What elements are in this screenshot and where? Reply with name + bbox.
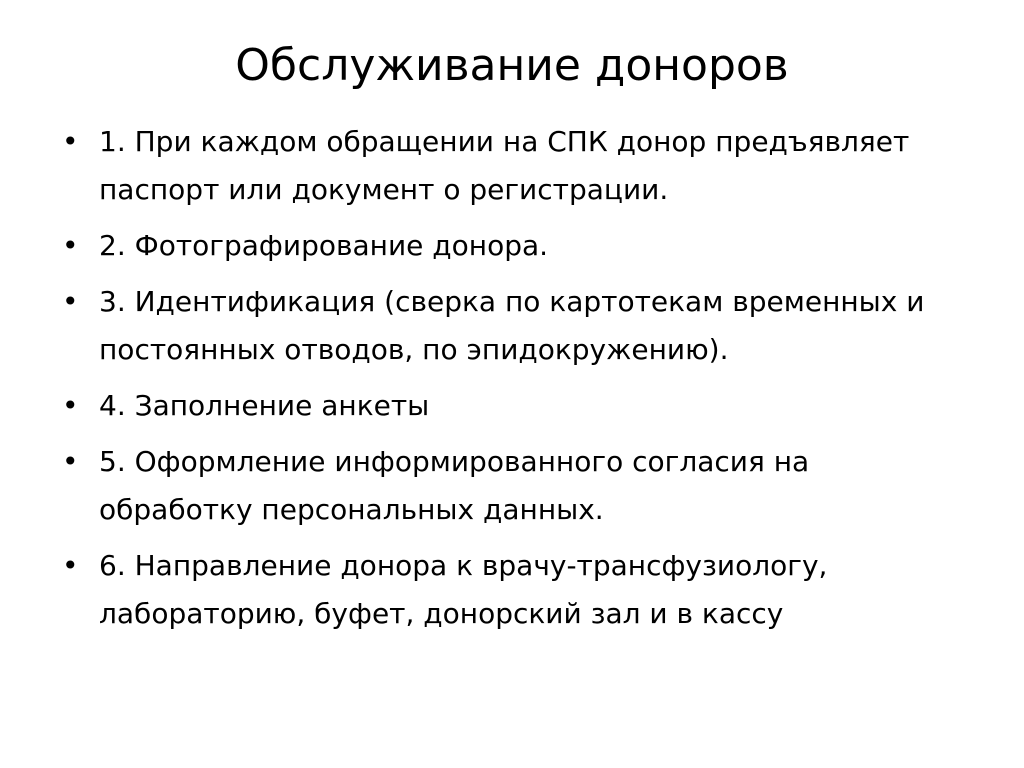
bullet-icon: • (62, 389, 79, 422)
bullet-list (62, 118, 962, 646)
bullet-icon: • (62, 549, 79, 582)
list-item (62, 438, 962, 534)
list-item-text: 2. Фотографирование донора. (99, 229, 549, 262)
list-item (62, 382, 962, 430)
list-item (62, 118, 962, 214)
bullet-icon: • (62, 229, 79, 262)
bullet-icon: • (62, 445, 79, 478)
list-item (62, 542, 962, 638)
bullet-icon: • (62, 285, 79, 318)
list-item-text: 6. Направление донора к врачу-трансфузиологу, лабораторию, буфет, донорский зал и в кассу (99, 549, 828, 630)
list-item-text: 1. При каждом обращении на СПК донор предъявляет паспорт или документ о регистрации. (99, 125, 910, 206)
list-item-text: 3. Идентификация (сверка по картотекам временных и постоянных отводов, по эпидокружению). (99, 285, 925, 366)
list-item (62, 278, 962, 374)
list-item-text: 5. Оформление информированного согласия на обработку персональных данных. (99, 445, 810, 526)
list-item-text: 4. Заполнение анкеты (99, 389, 430, 422)
bullet-icon: • (62, 125, 79, 158)
slide-title: Обслуживание доноров (235, 40, 789, 91)
list-item (62, 222, 962, 270)
